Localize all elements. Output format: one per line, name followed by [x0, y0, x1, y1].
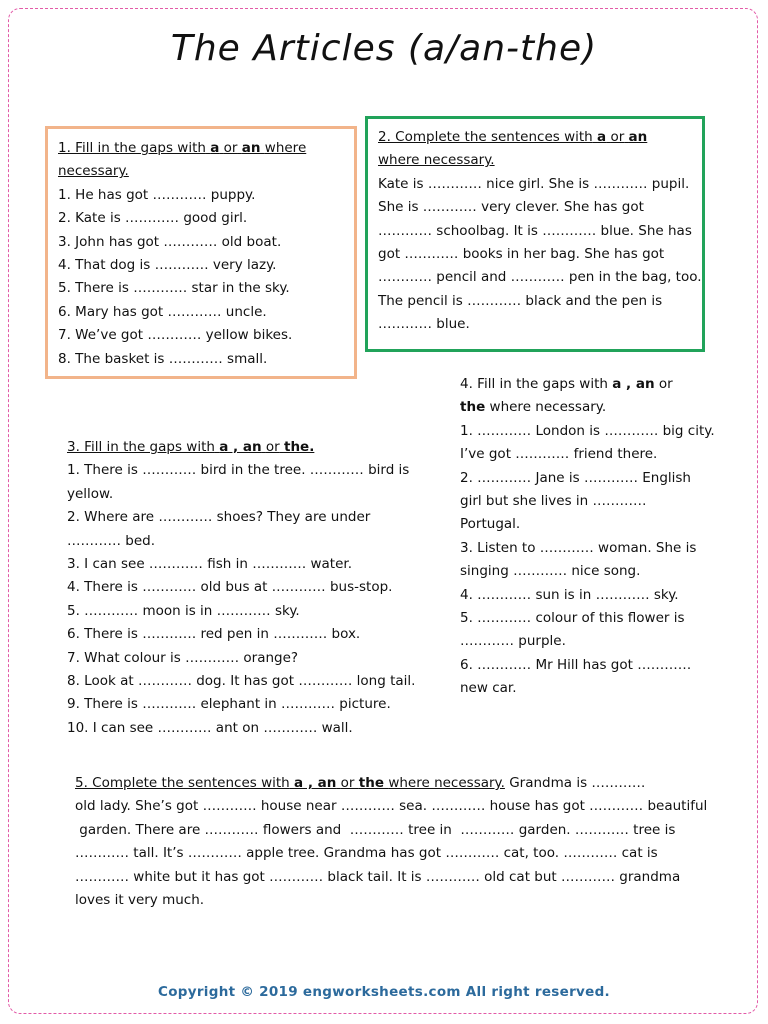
section-2-box — [365, 116, 705, 352]
exercise-line: 3. I can see ………… fish in ………… water. — [67, 556, 353, 573]
keyword-a: a — [597, 129, 607, 145]
keyword-a-an: a , an — [294, 775, 337, 791]
exercise-line: I’ve got ………… friend there. — [460, 446, 658, 463]
exercise-line: 5. There is ………… star in the sky. — [58, 280, 290, 297]
section-1-heading-cont: necessary. — [58, 163, 129, 180]
heading-text: where — [264, 140, 307, 156]
exercise-line: new car. — [460, 680, 517, 697]
heading-or: or — [265, 439, 280, 455]
section-4-heading — [460, 373, 710, 396]
exercise-line: 8. The basket is ………… small. — [58, 350, 268, 367]
exercise-line: ………… blue. — [378, 316, 470, 333]
exercise-line: 9. There is ………… elephant in ………… picture. — [67, 696, 391, 713]
heading-text: 4. Fill in the gaps with — [460, 376, 608, 392]
exercise-line: 2. Kate is ………… good girl. — [58, 210, 248, 227]
heading-text: 2. Complete the sentences with — [378, 129, 593, 145]
exercise-line: 3. Listen to ………… woman. She is — [460, 539, 697, 556]
exercise-line: girl but she lives in ………… — [460, 493, 647, 510]
section-4-heading-cont — [460, 396, 710, 419]
heading-text: 1. Fill in the gaps with — [58, 140, 206, 156]
heading-text: where necessary. — [388, 775, 505, 791]
keyword-the: the — [460, 399, 486, 416]
exercise-line: 2. ………… Jane is ………… English — [460, 469, 691, 486]
exercise-line: old lady. She’s got ………… house near ………… sea. ………… house has got ………… beautiful — [75, 798, 708, 815]
exercise-line: 4. That dog is ………… very lazy. — [58, 257, 277, 274]
exercise-line: 1. There is ………… bird in the tree. ………… bird is — [67, 462, 410, 479]
exercise-line: ………… schoolbag. It is ………… blue. She has — [378, 222, 692, 239]
heading-text: 3. Fill in the gaps with — [67, 439, 215, 455]
keyword-a-an: a , an — [219, 439, 262, 455]
exercise-line: 3. John has got ………… old boat. — [58, 233, 282, 250]
exercise-line: 4. There is ………… old bus at ………… bus-stop. — [67, 579, 393, 596]
keyword-an: an — [241, 140, 261, 156]
exercise-line: 7. What colour is ………… orange? — [67, 649, 299, 666]
copyright-footer: Copyright © 2019 engworksheets.com All right reserved. — [158, 984, 610, 1000]
exercise-line: The pencil is ………… black and the pen is — [378, 292, 663, 309]
exercise-line: She is ………… very clever. She has got — [378, 199, 644, 216]
exercise-line: 6. ………… Mr Hill has got ………… — [460, 656, 692, 673]
keyword-an: an — [628, 129, 648, 145]
exercise-line: 5. ………… moon is in ………… sky. — [67, 602, 300, 619]
exercise-line: ………… purple. — [460, 633, 566, 650]
exercise-line: 2. Where are ………… shoes? They are under — [67, 509, 371, 526]
exercise-line: ………… bed. — [67, 532, 156, 549]
exercise-line: Kate is ………… nice girl. She is ………… pupil. — [378, 175, 690, 192]
section-2-heading-cont: where necessary. — [378, 152, 495, 169]
heading-text: where necessary. — [489, 399, 607, 416]
heading-or: or — [340, 775, 355, 791]
exercise-line: 6. There is ………… red pen in ………… box. — [67, 626, 361, 643]
keyword-a-an: a , an — [612, 376, 655, 392]
section-4 — [460, 373, 715, 701]
exercise-line: 5. ………… colour of this flower is — [460, 610, 685, 627]
keyword-the: the — [358, 775, 385, 791]
section-2-heading — [378, 126, 692, 149]
exercise-line: 10. I can see ………… ant on ………… wall. — [67, 719, 353, 736]
exercise-text: Grandma is ………… — [504, 775, 646, 791]
exercise-line: 6. Mary has got ………… uncle. — [58, 303, 267, 320]
exercise-line: 1. He has got ………… puppy. — [58, 186, 256, 203]
section-5 — [75, 772, 708, 912]
exercise-line: loves it very much. — [75, 892, 205, 909]
section-3-heading — [67, 436, 427, 459]
heading-text: 5. Complete the sentences with — [75, 775, 290, 791]
exercise-line: got ………… books in her bag. She has got — [378, 246, 665, 263]
exercise-line: ………… pencil and ………… pen in the bag, too. — [378, 269, 702, 286]
keyword-the: the. — [283, 439, 315, 455]
section-1-heading — [58, 137, 344, 160]
exercise-line: 1. ………… London is ………… big city. — [460, 422, 715, 439]
exercise-line: 7. We’ve got ………… yellow bikes. — [58, 327, 293, 344]
exercise-line: Portugal. — [460, 516, 521, 533]
section-5-heading — [75, 772, 695, 795]
exercise-line: yellow. — [67, 485, 114, 502]
exercise-line: ………… tall. It’s ………… apple tree. Grandma has got ………… cat, too. ………… cat is — [75, 845, 658, 862]
exercise-line: singing ………… nice song. — [460, 563, 641, 580]
exercise-line: ………… white but it has got ………… black tail. It is ………… old cat but ………… grandma — [75, 868, 681, 885]
keyword-a: a — [210, 140, 220, 156]
heading-or: or — [223, 140, 238, 156]
section-1-box — [45, 126, 357, 379]
exercise-line: 8. Look at ………… dog. It has got ………… long tail. — [67, 673, 416, 690]
section-3 — [67, 436, 427, 740]
exercise-line: 4. ………… sun is in ………… sky. — [460, 586, 679, 603]
heading-or: or — [658, 376, 673, 392]
page-title: The Articles (a/an-the) — [170, 28, 598, 69]
heading-or: or — [610, 129, 625, 145]
exercise-line: garden. There are ………… flowers and ………… tree in ………… garden. ………… tree is — [75, 821, 676, 838]
